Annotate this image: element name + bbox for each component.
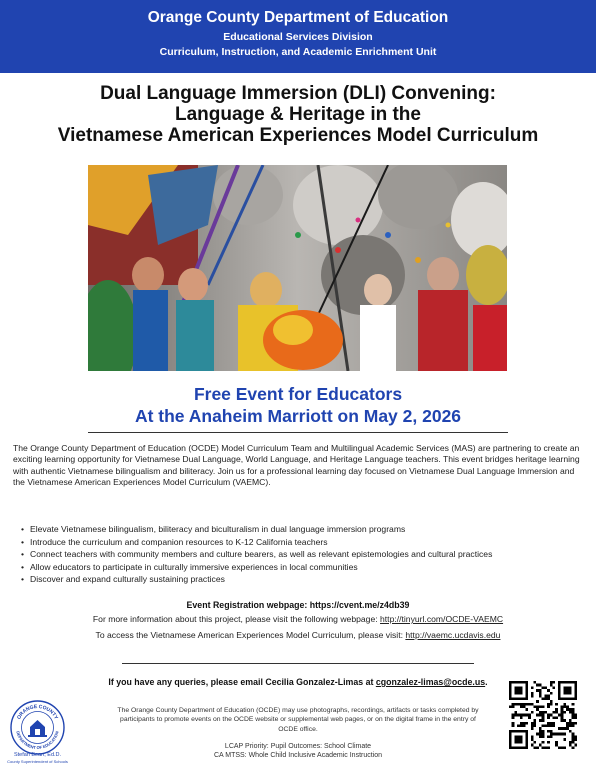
photo-consent-note: The Orange County Department of Education (OCDE) may use photographs, recordings, artifacts or tasks completed by participants to promote events on the OCDE website or supplemental web pages, or on the digital frame in the entry of OCDE office. [117, 707, 479, 733]
event-line-1: Free Event for Educators [193, 384, 403, 404]
superintendent-title: County Superintendent of Schools [7, 759, 68, 764]
list-item: • Elevate Vietnamese bilingualism, biliteracy and biculturalism in dual language immersion programs [21, 523, 586, 536]
hero-artwork [88, 165, 507, 371]
title-line-2: Language & Heritage in the [175, 104, 421, 125]
hero-artwork-illustration [88, 165, 507, 371]
list-item: • Discover and expand culturally sustaining practices [21, 573, 586, 586]
division-name: Educational Services Division [223, 31, 373, 43]
queries-text: If you have any queries, please email Cecilia Gonzalez-Limas at [108, 677, 376, 687]
email-link[interactable]: cgonzalez-limas@ocde.us [375, 677, 486, 687]
superintendent-name: Stefan Bean, Ed.D. [13, 752, 62, 758]
more-info-line [0, 614, 596, 624]
event-headline [0, 383, 596, 427]
goals-list [21, 523, 586, 586]
access-line [0, 630, 596, 640]
queries-end: . [485, 677, 488, 687]
ocde-seal-icon [10, 700, 65, 755]
access-text: To access the Vietnamese American Experiences Model Curriculum, please visit: [95, 630, 406, 640]
seal-ring-top: ORANGE COUNTY [16, 703, 59, 721]
registration-line: Event Registration webpage: https://cvent.me/z4db39 [186, 600, 410, 610]
title-line-1: Dual Language Immersion (DLI) Convening: [100, 83, 496, 104]
title-line-3: Vietnamese American Experiences Model Curriculum [57, 125, 539, 146]
page-title [10, 83, 586, 146]
list-item: • Connect teachers with community members and culture bearers, as well as relevant epistemologies and cultural practices [21, 548, 586, 561]
seal-ring-bottom: DEPARTMENT OF EDUCATION [15, 730, 60, 751]
intro-paragraph: The Orange County Department of Education (OCDE) Model Curriculum Team and Multilingual Academic Services (MAS) are partnering to create an exciting learning opportunity for Vietnamese Dual Language, World Language, and Heritage Language teachers. This event bridges heritage learning with authentic Vietnamese bilingualism and biliteracy. Join us for a professional learning day focused on Vietnamese Dual Language Immersion and the Vietnamese American Experiences Model Curriculum (VAEMC). [13, 443, 580, 488]
divider-top [88, 432, 508, 433]
qr-code-icon[interactable] [509, 681, 577, 749]
tinyurl-link[interactable]: http://tinyurl.com/OCDE-VAEMC [380, 614, 504, 624]
lcap-line-1: LCAP Priority: Pupil Outcomes: School Climate [224, 743, 372, 750]
vaemc-link[interactable]: http://vaemc.ucdavis.edu [405, 630, 501, 640]
event-line-2: At the Anaheim Marriott on May 2, 2026 [134, 406, 462, 426]
lcap-line-2: CA MTSS: Whole Child Inclusive Academic Instruction [213, 752, 383, 759]
header-banner [0, 0, 596, 73]
more-info-text: For more information about this project, please visit the following webpage: [92, 614, 381, 624]
divider-bottom [122, 663, 474, 664]
lcap-block [112, 742, 484, 760]
org-name: Orange County Department of Education [147, 9, 449, 26]
queries-line [0, 677, 596, 687]
list-item: • Allow educators to participate in culturally immersive experiences in local communities [21, 561, 586, 574]
unit-name: Curriculum, Instruction, and Academic Enrichment Unit [159, 46, 437, 58]
list-item: • Introduce the curriculum and companion resources to K-12 California teachers [21, 536, 586, 549]
